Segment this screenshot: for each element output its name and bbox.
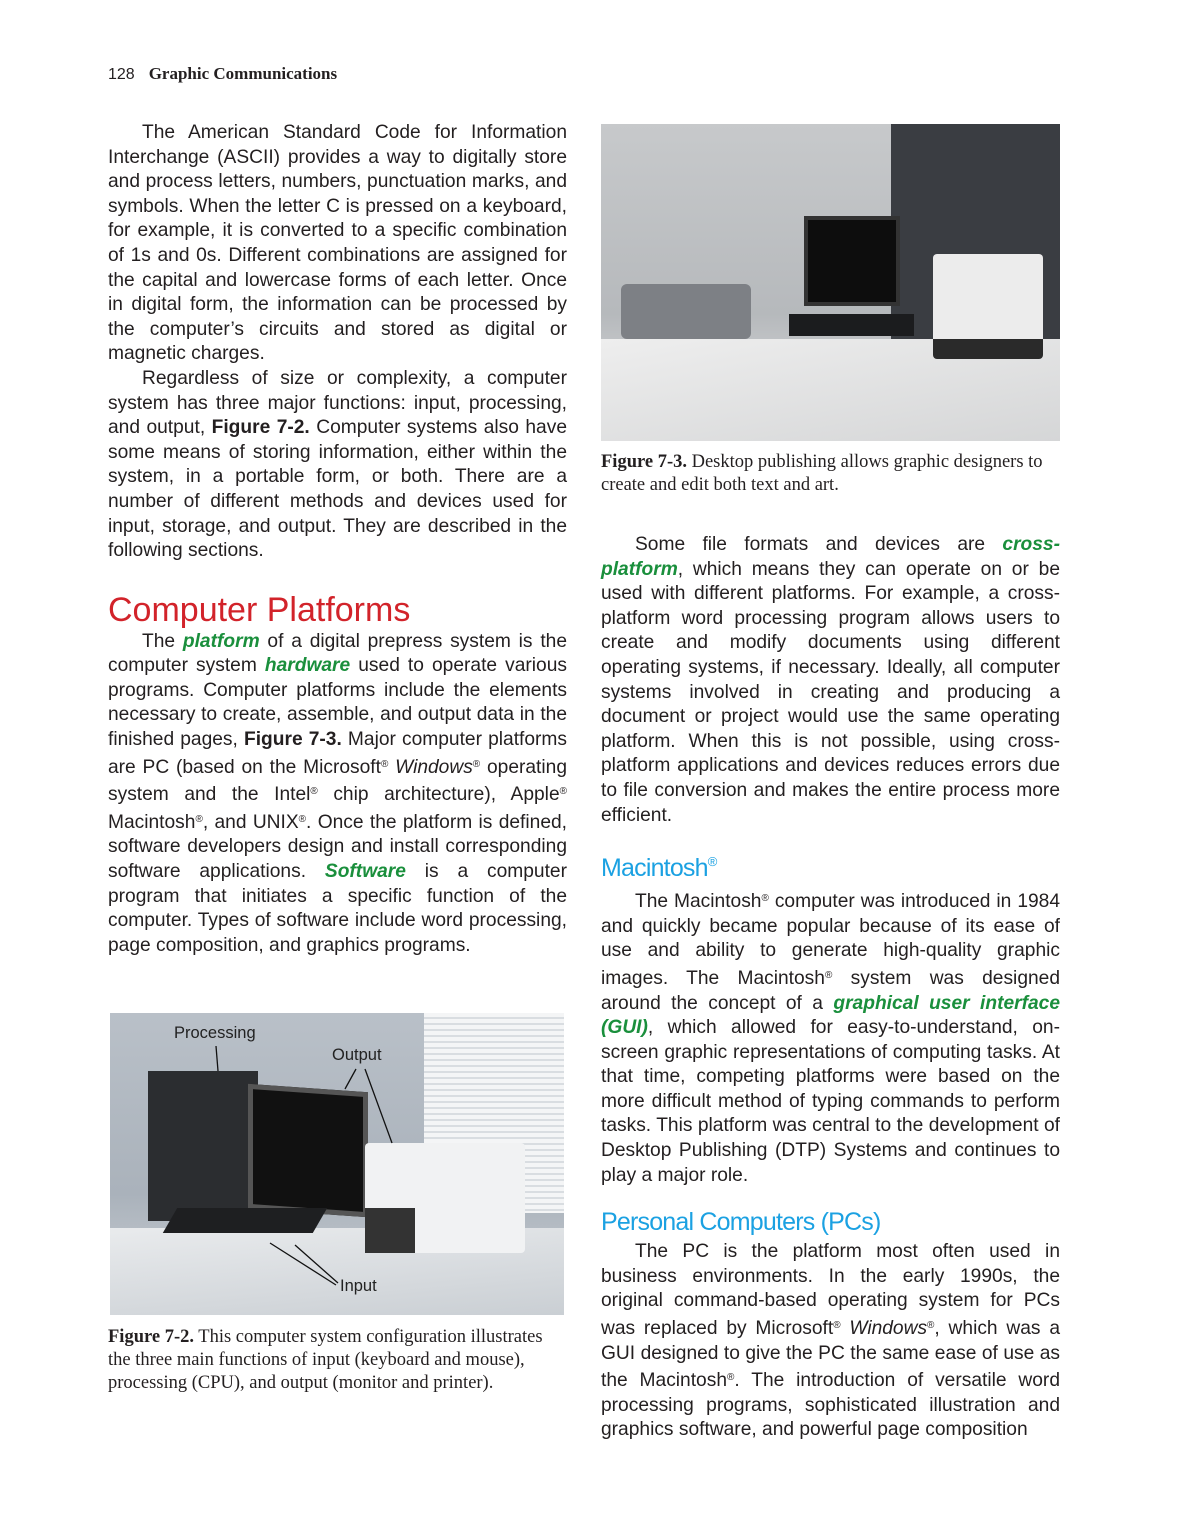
text-run: Some file formats and devices are [635, 534, 1003, 555]
registered-mark: ® [727, 1372, 735, 1384]
key-term: cross-platform [601, 534, 1060, 580]
left-column [108, 121, 567, 958]
running-header [108, 64, 337, 84]
body-paragraph [108, 121, 567, 367]
text-run: operating system and the Intel [108, 756, 567, 806]
body-paragraph [108, 367, 567, 564]
page-number: 128 [108, 66, 135, 83]
body-paragraph [601, 1240, 1060, 1443]
text-run: . The introduction of versatile word processing programs, sophisticated illustration and graphics software, and powerful page composition [601, 1370, 1060, 1441]
registered-mark: ® [380, 758, 389, 770]
registered-mark: ® [833, 1320, 841, 1332]
registered-mark: ® [298, 813, 307, 825]
text-run: , which means they can operate on or be used with different platforms. For example, a cross-platform word processing program allows users to create and modify documents using different operating systems, if necessary. Ideally, all computer systems involved in creating and producing a document or project would use the same operating platform. When this is not possible, using cross-platform applications and devices reduces errors due to file conversion and makes the entire process more efficient. [601, 558, 1060, 826]
label-output: Output [332, 1046, 382, 1064]
caption-text: This computer system configuration illustrates the three main functions of input (keyboard and mouse), processing (CPU), and output (monitor and printer). [108, 1327, 543, 1393]
text-run: Macintosh [108, 811, 196, 833]
text-run: Windows [395, 756, 473, 778]
text-run: The American Standard Code for Information Interchange (ASCII) provides a way to digitally store and process letters, numbers, punctuation marks, and symbols. When the letter C is pressed on a keyboard, for example, it is converted to a specific combination of 1s and 0s. Different combinations are assigned for the capital and lowercase forms of each letter. Once in digital form, the information can be processed by the computer’s circuits and stored as digital or magnetic charges. [108, 122, 567, 365]
text-run: computer was introduced in 1984 and quickly became popular because of its ease of use and ability to generate high-quality graphic images. The Macintosh [601, 891, 1061, 989]
body-paragraph [601, 887, 1060, 1188]
body-paragraph [108, 630, 567, 959]
text-run: chip architecture), Apple [317, 784, 560, 806]
section-heading: Computer Platforms [108, 590, 411, 629]
figure-reference: Figure 7-3. [243, 729, 342, 751]
registered-mark: ® [761, 893, 769, 905]
figure-reference: Figure 7-2. [211, 417, 310, 439]
text-run: , which allowed for easy-to-understand, on-screen graphic representations of computing tasks. At that time, competing platforms were based on the more difficult method of typing commands to perform tasks. This platform was central to the development of Desktop Publishing (DTP) Systems and continues to play a major role. [601, 1017, 1060, 1186]
text-run: Computer systems also have some means of storing information, either within the system, in a portable form, or both. There are a number of different methods and devices used for input, storage, and output. They are described in the following sections. [108, 417, 567, 562]
label-processing: Processing [174, 1024, 256, 1042]
text-run: The [142, 630, 183, 652]
text-run: Windows [849, 1318, 928, 1340]
key-term: hardware [264, 655, 351, 677]
figure-7-3-photo [601, 124, 1060, 441]
text-run: Major computer platforms are PC (based on the Microsoft [108, 729, 568, 778]
figure-7-2-photo [110, 1013, 564, 1315]
registered-mark: ® [195, 813, 203, 825]
registered-mark: ® [472, 758, 481, 770]
registered-mark: ® [559, 786, 567, 798]
text-run: of a digital prepress system is the computer system [108, 630, 567, 677]
book-title: Graphic Communications [148, 64, 338, 83]
text-run: Regardless of size or complexity, a computer system has three major functions: input, processing, and output, [108, 367, 567, 439]
body-paragraph [601, 533, 1060, 828]
registered-mark: ® [927, 1320, 935, 1332]
registered-mark: ® [310, 786, 318, 798]
right-column [601, 533, 1060, 1443]
key-term: platform [182, 630, 260, 652]
callout-arrows [110, 1013, 564, 1315]
subheading-pcs: Personal Computers (PCs) [601, 1208, 881, 1237]
text-run: The PC is the platform most often used in business environments. In the early 1990s, the original command-based operating system for PCs was replaced by Microsoft [601, 1241, 1060, 1340]
caption-label: Figure 7-3. [601, 452, 687, 472]
text-run: . Once the platform is defined, software developers design and install corresponding software applications. [108, 811, 567, 883]
key-term: graphical user interface (GUI) [601, 992, 1060, 1039]
caption-label: Figure 7-2. [108, 1327, 194, 1347]
key-term: Software [324, 861, 406, 883]
text-run: used to operate various programs. Computer platforms include the elements necessary to create, assemble, and output data in the finished pages, [108, 655, 567, 751]
registered-mark: ® [824, 969, 833, 981]
text-run: is a computer program that initiates a specific function of the computer. Types of software include word processing, page composition, and graphics programs. [108, 861, 567, 956]
text-run: , and UNIX [202, 811, 299, 833]
label-input: Input [340, 1277, 377, 1295]
text-run: system was designed around the concept of a [601, 967, 1060, 1014]
subheading-macintosh [601, 847, 1060, 883]
figure-7-2-caption [108, 1326, 568, 1395]
text-run: The Macintosh [635, 891, 762, 913]
subheading-text: Macintosh [601, 854, 708, 883]
caption-text: Desktop publishing allows graphic designers to create and edit both text and art. [601, 452, 1043, 495]
registered-mark: ® [707, 854, 717, 870]
figure-7-3-caption [601, 451, 1061, 497]
text-run: , which was a GUI designed to give the PC the same ease of use as the Macintosh [601, 1318, 1060, 1392]
